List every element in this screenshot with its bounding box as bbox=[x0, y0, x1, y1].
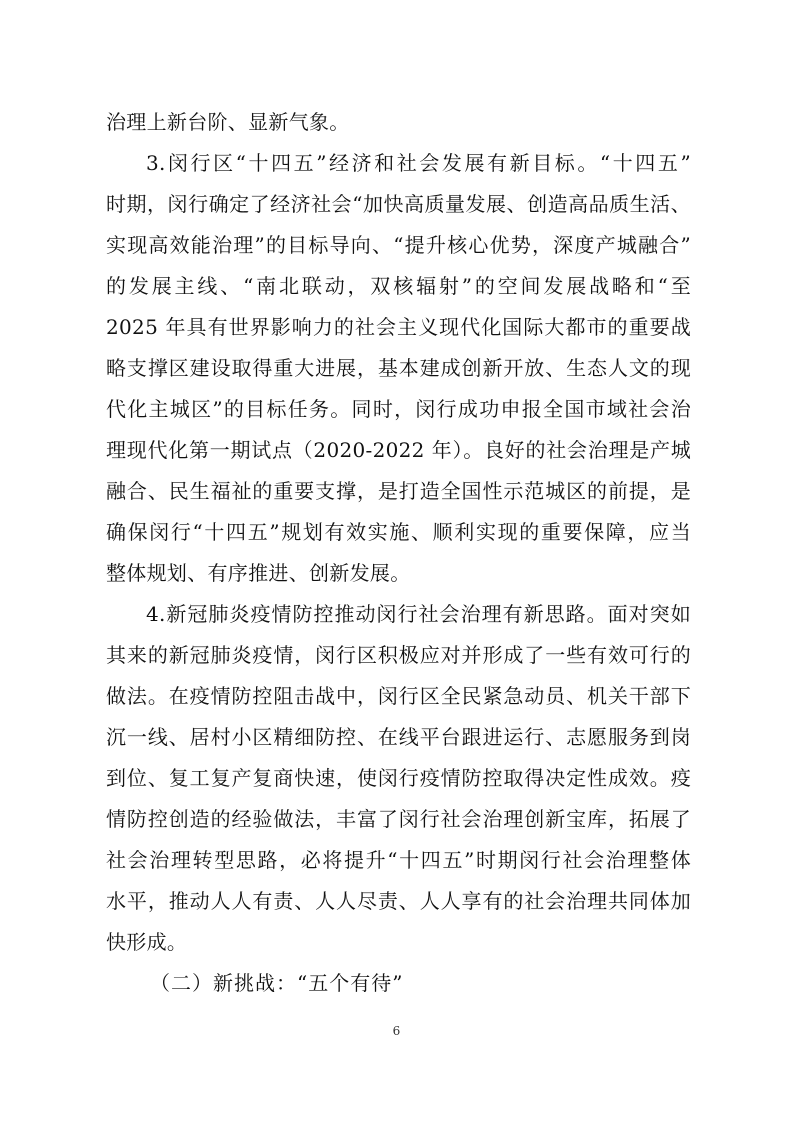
paragraph-line: 确保闵行“十四五”规划有效实施、顺利实现的重要保障，应当 bbox=[106, 520, 691, 544]
paragraph-line: 实现高效能治理”的目标导向、“提升核心优势，深度产城融合” bbox=[106, 233, 691, 257]
paragraph-line: 2025 年具有世界影响力的社会主义现代化国际大都市的重要战 bbox=[106, 315, 691, 339]
paragraph-line: 快形成。 bbox=[106, 930, 188, 954]
paragraph-line: 整体规划、有序推进、创新发展。 bbox=[106, 561, 411, 585]
paragraph-line: 的发展主线、“南北联动，双核辐射”的空间发展战略和“至 bbox=[106, 274, 691, 298]
section-heading: （二）新挑战：“五个有待” bbox=[150, 971, 404, 995]
paragraph-line: 到位、复工复产复商快速，使闵行疫情防控取得决定性成效。疫 bbox=[106, 766, 691, 790]
paragraph-line: 水平，推动人人有责、人人尽责、人人享有的社会治理共同体加 bbox=[106, 889, 691, 913]
paragraph-line: 治理上新台阶、显新气象。 bbox=[106, 110, 350, 134]
paragraph-line: 代化主城区”的目标任务。同时，闵行成功申报全国市域社会治 bbox=[106, 397, 691, 421]
page-number: 6 bbox=[392, 1024, 401, 1038]
paragraph-line: 理现代化第一期试点（2020-2022 年）。良好的社会治理是产城 bbox=[106, 438, 691, 462]
paragraph-line: 社会治理转型思路，必将提升“十四五”时期闵行社会治理整体 bbox=[106, 848, 691, 872]
paragraph-line: 略支撑区建设取得重大进展，基本建成创新开放、生态人文的现 bbox=[106, 356, 691, 380]
paragraph-line: 其来的新冠肺炎疫情，闵行区积极应对并形成了一些有效可行的 bbox=[106, 643, 691, 667]
paragraph-line: 时期，闵行确定了经济社会“加快高质量发展、创造高品质生活、 bbox=[106, 192, 691, 216]
paragraph-line: 沉一线、居村小区精细防控、在线平台跟进运行、志愿服务到岗 bbox=[106, 725, 691, 749]
paragraph-line: 做法。在疫情防控阻击战中，闵行区全民紧急动员、机关干部下 bbox=[106, 684, 691, 708]
paragraph-line: 3.闵行区“十四五”经济和社会发展有新目标。“十四五” bbox=[146, 151, 691, 175]
paragraph-line: 4.新冠肺炎疫情防控推动闵行社会治理有新思路。面对突如 bbox=[146, 602, 691, 626]
paragraph-line: 情防控创造的经验做法，丰富了闵行社会治理创新宝库，拓展了 bbox=[106, 807, 691, 831]
paragraph-line: 融合、民生福祉的重要支撑，是打造全国性示范城区的前提，是 bbox=[106, 479, 691, 503]
